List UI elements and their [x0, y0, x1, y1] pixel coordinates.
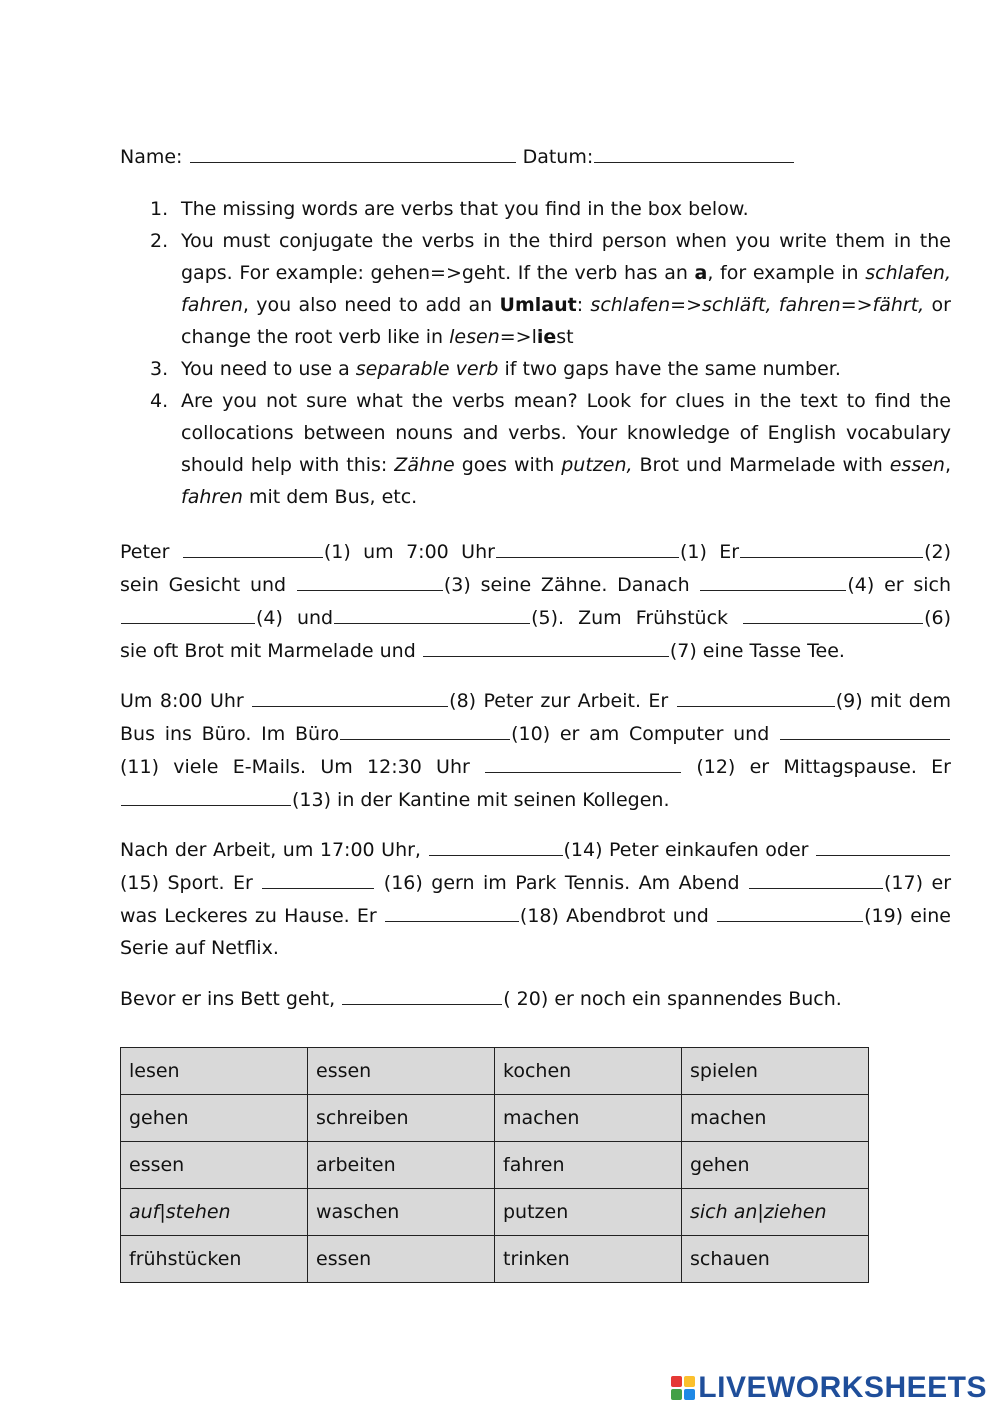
gap-12[interactable]: [485, 750, 681, 773]
gap-15[interactable]: [816, 833, 950, 856]
gap-10[interactable]: [340, 717, 510, 740]
verb-cell: schauen: [682, 1236, 869, 1283]
gap-17[interactable]: [749, 866, 883, 889]
paragraph-morning: Peter (1) um 7:00 Uhr (1) Er (2) sein Gesicht und (3) seine Zähne. Danach (4) er sich (4) und (5). Zum Frühstück (6) sie oft Brot mit Marmelade und (7) eine Tasse Tee.: [120, 535, 951, 667]
instruction-2: 2. You must conjugate the verbs in the third person when you write them in the gaps. For example: gehen=>geht. If the verb has an a, for example in schlafen, fahren, you also need to add an Umlaut: schlafen=>schläft, fahren=>fährt, or change the root verb like in lesen=>liest: [150, 230, 951, 348]
gap-19[interactable]: [717, 899, 863, 922]
gap-18[interactable]: [385, 899, 519, 922]
verb-box: [120, 1047, 869, 1283]
date-field[interactable]: [594, 140, 794, 163]
verb-cell: waschen: [308, 1189, 495, 1236]
logo-square: [684, 1389, 695, 1400]
verb-cell: essen: [308, 1048, 495, 1095]
verb-row: [121, 1048, 869, 1095]
verb-cell: gehen: [121, 1095, 308, 1142]
gap-8[interactable]: [252, 684, 448, 707]
gap-4b[interactable]: [121, 601, 255, 624]
verb-cell: lesen: [121, 1048, 308, 1095]
gap-4a[interactable]: [700, 568, 846, 591]
gap-6[interactable]: [743, 601, 923, 624]
paragraph-evening: Nach der Arbeit, um 17:00 Uhr, (14) Peter einkaufen oder (15) Sport. Er (16) gern im Park Tennis. Am Abend (17) er was Leckeres zu Hause. Er (18) Abendbrot und (19) eine Serie auf Netflix.: [120, 833, 951, 964]
gap-5[interactable]: [334, 601, 530, 624]
verb-cell: kochen: [495, 1048, 682, 1095]
instruction-4: 4. Are you not sure what the verbs mean? Look for clues in the text to find the collocations between nouns and verbs. Your knowledge of English vocabulary should help with this: Zähne goes with putzen, Brot und Marmelade with essen, fahren mit dem Bus, etc.: [150, 390, 951, 508]
verb-cell: essen: [121, 1142, 308, 1189]
paragraph-bedtime: Bevor er ins Bett geht, ( 20) er noch ein spannendes Buch.: [120, 982, 951, 1015]
instruction-3: 3. You need to use a separable verb if two gaps have the same number.: [150, 358, 841, 380]
verb-row: [121, 1095, 869, 1142]
verb-cell: schreiben: [308, 1095, 495, 1142]
name-date-line: [120, 140, 951, 173]
logo-square: [671, 1376, 682, 1387]
verb-row: [121, 1142, 869, 1189]
liveworksheets-logo: [671, 1371, 987, 1405]
gap-11[interactable]: [780, 717, 950, 740]
verb-cell: machen: [495, 1095, 682, 1142]
instructions-list: [150, 193, 951, 513]
verb-cell: machen: [682, 1095, 869, 1142]
logo-wordmark: LIVEWORKSHEETS: [698, 1371, 987, 1404]
verb-cell: fahren: [495, 1142, 682, 1189]
paragraph-work: Um 8:00 Uhr (8) Peter zur Arbeit. Er (9) mit dem Bus ins Büro. Im Büro (10) er am Computer und (11) viele E-Mails. Um 12:30 Uhr (12) er Mittagspause. Er (13) in der Kantine mit seinen Kollegen.: [120, 684, 951, 816]
gap-3[interactable]: [297, 568, 443, 591]
gap-7[interactable]: [423, 634, 669, 657]
gap-1a[interactable]: [183, 535, 323, 558]
date-label: Datum:: [522, 146, 594, 168]
gap-2[interactable]: [740, 535, 923, 558]
name-label: Name:: [120, 146, 183, 168]
verb-cell: essen: [308, 1236, 495, 1283]
name-field[interactable]: [190, 140, 516, 163]
gap-14[interactable]: [429, 833, 563, 856]
logo-square: [671, 1389, 682, 1400]
gap-9[interactable]: [677, 684, 835, 707]
verb-cell: trinken: [495, 1236, 682, 1283]
liveworksheets-mark-icon: [671, 1376, 695, 1400]
verb-cell-separable: auf|stehen: [121, 1189, 308, 1236]
verb-cell: gehen: [682, 1142, 869, 1189]
verb-cell: arbeiten: [308, 1142, 495, 1189]
gap-1b[interactable]: [496, 535, 679, 558]
gap-20[interactable]: [342, 982, 502, 1005]
verb-cell: spielen: [682, 1048, 869, 1095]
verb-cell: frühstücken: [121, 1236, 308, 1283]
logo-square: [684, 1376, 695, 1387]
verb-cell: putzen: [495, 1189, 682, 1236]
gap-13[interactable]: [121, 783, 291, 806]
gap-16[interactable]: [262, 866, 374, 889]
verb-row: [121, 1236, 869, 1283]
verb-cell-separable: sich an|ziehen: [682, 1189, 869, 1236]
verb-row: [121, 1189, 869, 1236]
instruction-1: 1. The missing words are verbs that you find in the box below.: [150, 198, 749, 220]
